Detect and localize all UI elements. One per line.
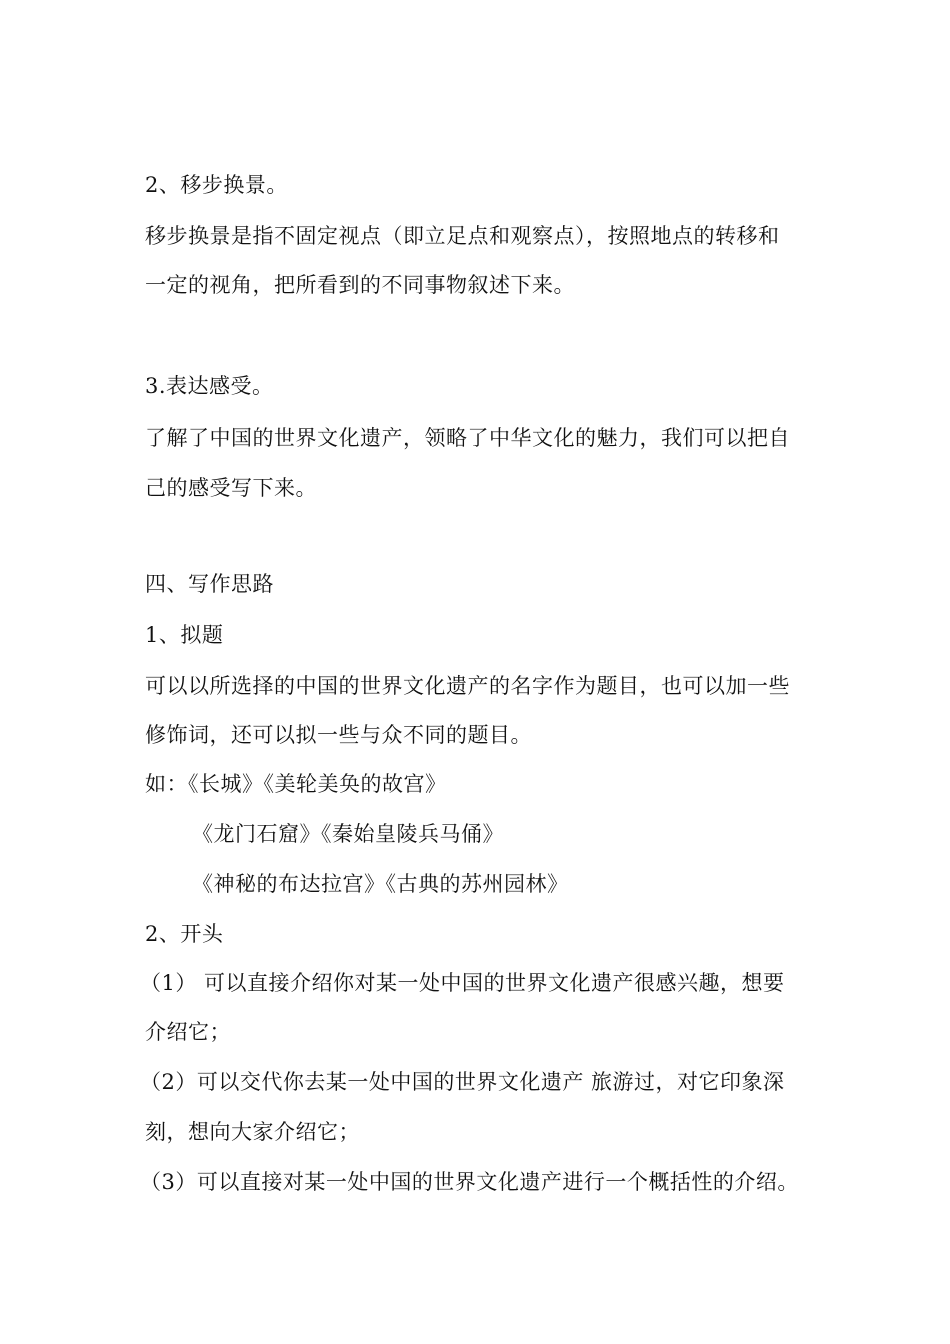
paragraph-line: 己的感受写下来。	[145, 476, 317, 500]
subheading-title: 1、拟题	[145, 623, 224, 647]
examples-line: 《神秘的布达拉宫》《古典的苏州园林》	[192, 872, 569, 896]
list-item-line: （3）可以直接对某一处中国的世界文化遗产进行一个概括性的介绍。	[140, 1170, 799, 1194]
paragraph-line: 一定的视角，把所看到的不同事物叙述下来。	[145, 273, 575, 297]
examples-line: 如：《长城》《美轮美奂的故宫》	[145, 772, 447, 796]
section-heading-express-feelings: 3.表达感受。	[145, 374, 274, 398]
section-heading-writing-approach: 四、写作思路	[145, 572, 274, 596]
paragraph-line: 了解了中国的世界文化遗产，领略了中华文化的魅力，我们可以把自	[145, 426, 790, 450]
list-item-line: 刻，想向大家介绍它；	[145, 1120, 360, 1144]
list-item-line: （2）可以交代你去某一处中国的世界文化遗产 旅游过，对它印象深	[140, 1070, 785, 1094]
list-item-line: （1） 可以直接介绍你对某一处中国的世界文化遗产很感兴趣，想要	[140, 971, 785, 995]
paragraph-line: 可以以所选择的中国的世界文化遗产的名字作为题目，也可以加一些	[145, 674, 790, 698]
list-item-line: 介绍它；	[145, 1020, 231, 1044]
examples-line: 《龙门石窟》《秦始皇陵兵马俑》	[192, 822, 504, 846]
paragraph-line: 移步换景是指不固定视点（即立足点和观察点），按照地点的转移和	[145, 224, 780, 248]
subheading-opening: 2、开头	[145, 922, 224, 946]
paragraph-line: 修饰词，还可以拟一些与众不同的题目。	[145, 723, 532, 747]
section-heading-move-step: 2、移步换景。	[145, 173, 288, 197]
